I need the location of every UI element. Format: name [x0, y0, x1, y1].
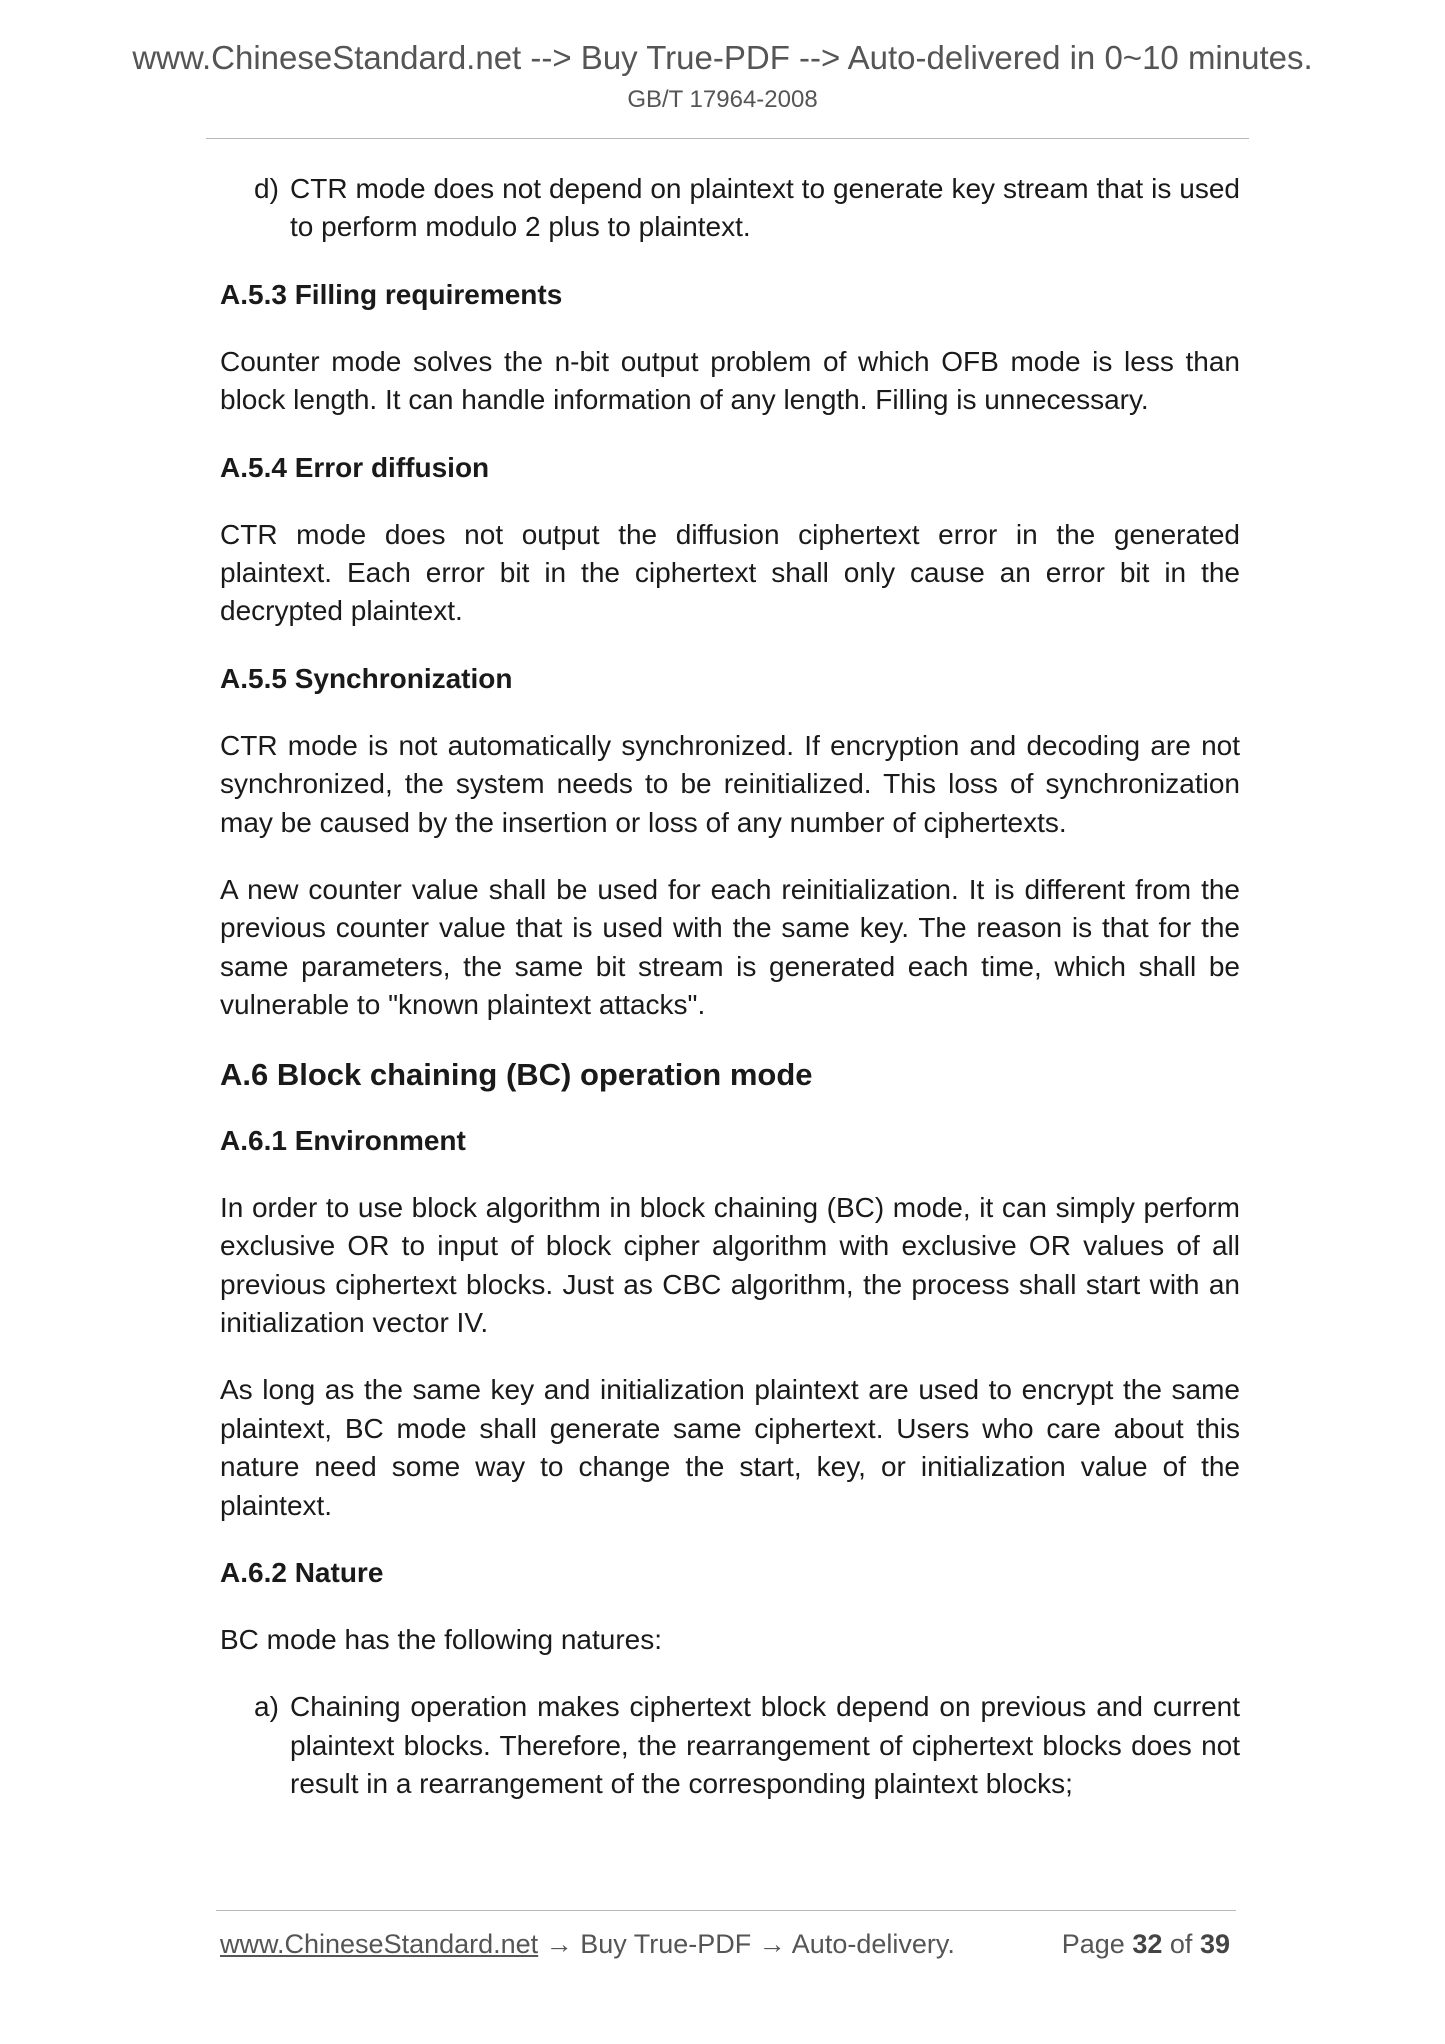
page-current: 32: [1132, 1929, 1163, 1959]
paragraph: As long as the same key and initialization plaintext are used to encrypt the same plaintext, BC mode shall generate same ciphertext. Users who care about this nature need some way to change the start, key, or initialization value of the plaintext.: [220, 1374, 1240, 1521]
paragraph: CTR mode does not output the diffusion ciphertext error in the generated plaintext. Each error bit in the ciphertext shall only cause an error bit in the decrypted plaintext.: [220, 518, 1240, 627]
page-of: of: [1169, 1929, 1193, 1959]
section-heading-a55: A.5.5 Synchronization: [220, 662, 513, 694]
paragraph: A new counter value shall be used for each reinitialization. It is different from the previous counter value that is used with the same key. The reason is that for the same parameters, the same bit stream is generated each time, which shall be vulnerable to "known plaintext attacks".: [220, 874, 1240, 1021]
paragraph: Counter mode solves the n-bit output problem of which OFB mode is less than block length. It can handle information of any length. Filling is unnecessary.: [220, 345, 1240, 416]
section-heading-a54: A.5.4 Error diffusion: [220, 451, 490, 483]
paragraph: BC mode has the following natures:: [220, 1623, 663, 1655]
arrow-right-icon: →: [545, 1929, 573, 1959]
page-footer: [220, 1926, 1230, 1962]
list-item-text: Chaining operation makes ciphertext block depend on previous and current plaintext blocks. Therefore, the rearrangement of ciphertext blocks does not result in a rearrangement of the corresponding plaintext blocks;: [290, 1691, 1240, 1800]
standard-number: GB/T 17964-2008: [627, 86, 818, 113]
section-heading-a61: A.6.1 Environment: [220, 1124, 466, 1156]
section-heading-a62: A.6.2 Nature: [220, 1556, 384, 1588]
list-item-d: [254, 170, 1240, 247]
footer-delivery-text: Auto-delivery.: [791, 1929, 955, 1959]
header-banner: www.ChineseStandard.net --> Buy True-PDF --> Auto-delivered in 0~10 minutes.: [132, 39, 1313, 76]
footer-divider: [216, 1910, 1236, 1911]
list-item-text: CTR mode does not depend on plaintext to generate key stream that is used to perform modulo 2 plus to plaintext.: [290, 173, 1240, 243]
paragraph: CTR mode is not automatically synchronized. If encryption and decoding are not synchronized, the system needs to be reinitialized. This loss of synchronization may be caused by the insertion or loss of any number of ciphertexts.: [220, 729, 1240, 838]
page-total: 39: [1199, 1929, 1230, 1959]
document-body: [220, 170, 1240, 1833]
paragraph: In order to use block algorithm in block chaining (BC) mode, it can simply perform exclusive OR to input of block cipher algorithm with exclusive OR values of all previous ciphertext blocks. Just as CBC algorithm, the process shall start with an initialization vector IV.: [220, 1191, 1240, 1338]
arrow-right-icon: →: [758, 1929, 786, 1959]
footer-site-link[interactable]: www.ChineseStandard.net: [220, 1929, 539, 1959]
page-number: [1062, 1926, 1230, 1962]
page-header: [0, 36, 1445, 118]
section-heading-a53: A.5.3 Filling requirements: [220, 278, 563, 310]
list-marker: a): [254, 1691, 279, 1723]
page-label: Page: [1061, 1929, 1125, 1959]
list-item-a: [254, 1688, 1240, 1803]
footer-promo: [220, 1926, 955, 1962]
header-divider: [206, 138, 1249, 139]
section-heading-a6: A.6 Block chaining (BC) operation mode: [220, 1056, 813, 1092]
footer-buy-text: Buy True-PDF: [580, 1929, 752, 1959]
list-marker: d): [254, 173, 279, 204]
